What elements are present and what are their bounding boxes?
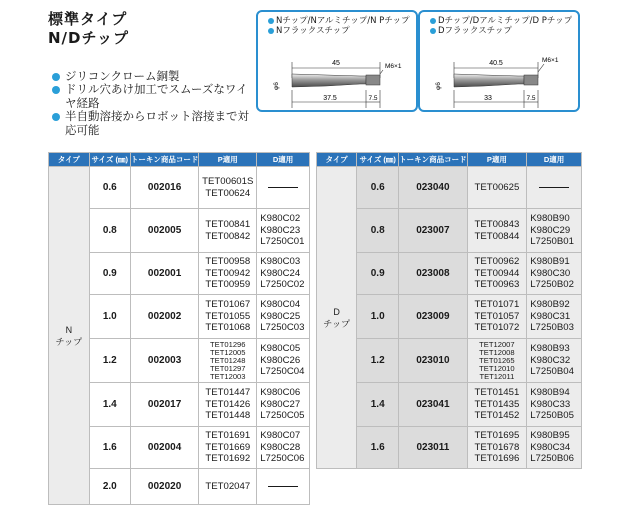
- d_table.rows.4.p-line: TET12008: [479, 347, 515, 357]
- feature-item: [52, 83, 252, 110]
- d_table.rows.5.d-line: L7250B05: [530, 410, 574, 422]
- p-cell: [199, 469, 257, 505]
- n_table.rows.4.d-line: K980C26: [260, 354, 301, 366]
- d_table.rows.1.d-line: K980B90: [530, 213, 570, 225]
- d_table.rows.4.d-line: L7250B04: [530, 366, 574, 378]
- size-cell: 0.6: [89, 167, 130, 209]
- n_table.rows.6.p-line: TET01691: [205, 430, 251, 442]
- table-row: [49, 167, 310, 209]
- p-cell: [467, 339, 527, 383]
- title-line2: N/Dチップ: [48, 29, 130, 47]
- feature-item: [52, 70, 252, 83]
- d_table.rows.6.p-line: TET01678: [474, 441, 520, 453]
- d_table.rows.2.d-line: K980C30: [530, 267, 571, 279]
- d_table.rows.6.d-line: K980C34: [530, 441, 571, 453]
- feature-list: [52, 70, 252, 137]
- n_table.rows.5.p-line: TET01426: [205, 398, 251, 410]
- code-cell: 023008: [399, 253, 467, 295]
- col-header-d: D適用: [257, 153, 310, 167]
- d-cell: [527, 253, 582, 295]
- size-cell: 1.4: [357, 383, 399, 427]
- col-header-p: P適用: [467, 153, 527, 167]
- code-cell: 002020: [130, 469, 198, 505]
- d_table.rows.3.p-line: TET01072: [474, 322, 520, 334]
- n_table.rows.1.d-line: L7250C01: [260, 236, 305, 248]
- col-header-code: トーキン商品コード: [399, 153, 467, 167]
- d-cell: [257, 427, 310, 469]
- size-cell: 0.9: [357, 253, 399, 295]
- col-header-type: タイプ: [49, 153, 90, 167]
- n-box-heading-2: Nフラックスチップ: [268, 26, 350, 36]
- n_table.rows.1.p-line: TET00841: [205, 218, 251, 230]
- table-row: [317, 295, 582, 339]
- n_table.rows.5.d-line: K980C27: [260, 398, 301, 410]
- n_table.rows.2.d-line: K980C03: [260, 256, 301, 268]
- p-cell: [467, 427, 527, 469]
- n_table.rows.3.d-line: L7250C03: [260, 322, 305, 334]
- n_table.rows.3.p-line: TET01067: [205, 299, 251, 311]
- size-cell: 0.8: [89, 209, 130, 253]
- col-header-size: サイズ (㎜): [357, 153, 399, 167]
- p-cell: [467, 253, 527, 295]
- size-cell: 0.8: [357, 209, 399, 253]
- d-tip-drawing: [420, 12, 578, 110]
- d_table.rows.6.d-line: K980B95: [530, 430, 570, 442]
- n_table.rows.2.d-line: L7250C02: [260, 279, 305, 291]
- d_table.rows.2.p-line: TET00944: [474, 267, 520, 279]
- d_table.rows.6.p-line: TET01695: [474, 430, 520, 442]
- d_table.rows.1.p-line: TET00844: [474, 230, 520, 242]
- n_table.rows.3.d-line: K980C25: [260, 310, 301, 322]
- d-thread-label: M6×1: [542, 57, 559, 64]
- dash-mark: [268, 486, 298, 487]
- d_table.rows.4.p-line: TET01265: [479, 355, 515, 365]
- n-thread-label: M6×1: [385, 63, 402, 70]
- p-cell: [467, 209, 527, 253]
- n_table.rows.1.p-line: TET00842: [205, 230, 251, 242]
- code-cell: 023010: [399, 339, 467, 383]
- n-tip-label: 7.5: [368, 95, 378, 102]
- d_table.rows.2.p-line: TET00962: [474, 256, 520, 268]
- size-cell: 0.6: [357, 167, 399, 209]
- n_table.rows.7.p-line: TET02047: [205, 480, 251, 492]
- code-cell: 002003: [130, 339, 198, 383]
- n_table.rows.4.p-line: TET01248: [210, 355, 246, 365]
- type-cell: [49, 167, 90, 505]
- d_table.rows.2.p-line: TET00963: [474, 279, 520, 291]
- d_table.rows.0.p-line: TET00625: [474, 181, 520, 193]
- code-cell: 023007: [399, 209, 467, 253]
- p-cell: [467, 295, 527, 339]
- n_table.rows.2.p-line: TET00959: [205, 279, 251, 291]
- col-header-size: サイズ (㎜): [89, 153, 130, 167]
- d_table.rows.1.p-line: TET00843: [474, 218, 520, 230]
- p-cell: [199, 339, 257, 383]
- p-cell: [199, 253, 257, 295]
- d-cell: [257, 383, 310, 427]
- n_table.rows.2.p-line: TET00958: [205, 256, 251, 268]
- bullet-icon: [52, 113, 60, 121]
- feature-text: 半自動溶接からロボット溶接まで対応可能: [65, 109, 249, 137]
- col-header-type: タイプ: [317, 153, 357, 167]
- type-label-line: D: [333, 306, 340, 317]
- p-cell: [199, 427, 257, 469]
- size-cell: 1.0: [89, 295, 130, 339]
- n_table.rows.4.p-line: TET01297: [210, 363, 246, 373]
- n_table.rows.6.d-line: K980C07: [260, 430, 301, 442]
- d_table.rows.4.p-line: TET12010: [479, 363, 515, 373]
- type-label-line: チップ: [55, 336, 83, 347]
- type-label-line: チップ: [323, 318, 350, 329]
- d-cell: [257, 295, 310, 339]
- n-tip-drawing-box: [256, 10, 418, 112]
- size-cell: 2.0: [89, 469, 130, 505]
- n_table.rows.5.d-line: K980C06: [260, 387, 301, 399]
- d-dia-label: φ6: [435, 82, 442, 90]
- code-cell: 023040: [399, 167, 467, 209]
- n_table.rows.6.p-line: TET01669: [205, 441, 251, 453]
- d_table.rows.5.p-line: TET01435: [474, 398, 520, 410]
- d_table.rows.2.d-line: K980B91: [530, 256, 570, 268]
- size-cell: 1.2: [89, 339, 130, 383]
- p-cell: [199, 295, 257, 339]
- table-header-row: [317, 153, 582, 167]
- table-header-row: [49, 153, 310, 167]
- n-tip-drawing: [258, 12, 416, 110]
- d-cell: [257, 209, 310, 253]
- d_table.rows.4.p-line: TET12011: [479, 371, 515, 381]
- table-row: [317, 209, 582, 253]
- n_table.rows.1.d-line: K980C23: [260, 224, 301, 236]
- d-cell: [257, 253, 310, 295]
- d-tip-table: [316, 152, 582, 469]
- code-cell: 002017: [130, 383, 198, 427]
- n_table.rows.0.p-line: TET00624: [205, 187, 251, 199]
- code-cell: 023009: [399, 295, 467, 339]
- bullet-icon: [52, 86, 60, 94]
- size-cell: 1.2: [357, 339, 399, 383]
- p-cell: [467, 167, 527, 209]
- code-cell: 023011: [399, 427, 467, 469]
- d-cell: [257, 167, 310, 209]
- p-cell: [199, 167, 257, 209]
- n-length-label: 45: [332, 60, 340, 67]
- n_table.rows.4.d-line: K980C05: [260, 343, 301, 355]
- table-row: [317, 383, 582, 427]
- d-cell: [527, 209, 582, 253]
- n_table.rows.5.p-line: TET01448: [205, 410, 251, 422]
- n_table.rows.1.d-line: K980C02: [260, 213, 301, 225]
- d-box-heading-2: Dフラックスチップ: [430, 26, 512, 36]
- dash-mark: [539, 187, 569, 188]
- d_table.rows.3.p-line: TET01071: [474, 299, 520, 311]
- n-dia-label: φ6: [273, 82, 280, 90]
- d-cell: [527, 167, 582, 209]
- feature-text: ドリル穴あけ加工でスムーズなワイヤ経路: [65, 82, 248, 110]
- d_table.rows.5.d-line: K980C33: [530, 398, 571, 410]
- code-cell: 002016: [130, 167, 198, 209]
- d_table.rows.5.p-line: TET01452: [474, 410, 520, 422]
- code-cell: 002002: [130, 295, 198, 339]
- d_table.rows.3.d-line: K980B92: [530, 299, 570, 311]
- d-tip-drawing-box: [418, 10, 580, 112]
- d-cell: [527, 295, 582, 339]
- n_table.rows.6.p-line: TET01692: [205, 453, 251, 465]
- d_table.rows.4.d-line: K980C32: [530, 354, 571, 366]
- d-length-label: 40.5: [489, 60, 503, 67]
- code-cell: 002005: [130, 209, 198, 253]
- d-body-label: 33: [484, 95, 492, 102]
- size-cell: 1.6: [89, 427, 130, 469]
- code-cell: 002001: [130, 253, 198, 295]
- d_table.rows.5.d-line: K980B94: [530, 387, 570, 399]
- page-title: [48, 10, 129, 48]
- dash-mark: [268, 187, 298, 188]
- p-cell: [199, 209, 257, 253]
- size-cell: 1.0: [357, 295, 399, 339]
- type-cell: [317, 167, 357, 469]
- d-tip-label: 7.5: [526, 95, 536, 102]
- d_table.rows.4.p-line: TET12007: [479, 339, 515, 349]
- d_table.rows.3.p-line: TET01057: [474, 310, 520, 322]
- d-cell: [527, 427, 582, 469]
- n-tip-table: [48, 152, 310, 505]
- d-cell: [527, 383, 582, 427]
- n_table.rows.3.d-line: K980C04: [260, 299, 301, 311]
- d_table.rows.1.d-line: K980C29: [530, 224, 571, 236]
- d_table.rows.1.d-line: L7250B01: [530, 236, 574, 248]
- type-label-line: N: [65, 324, 73, 335]
- d-cell: [527, 339, 582, 383]
- d_table.rows.6.d-line: L7250B06: [530, 453, 574, 465]
- d_table.rows.3.d-line: L7250B03: [530, 322, 574, 334]
- n_table.rows.5.d-line: L7250C05: [260, 410, 305, 422]
- code-cell: 023041: [399, 383, 467, 427]
- n_table.rows.4.p-line: TET12005: [210, 347, 246, 357]
- code-cell: 002004: [130, 427, 198, 469]
- d-cell: [257, 469, 310, 505]
- n_table.rows.5.p-line: TET01447: [205, 387, 251, 399]
- d_table.rows.4.d-line: K980B93: [530, 343, 570, 355]
- p-cell: [467, 383, 527, 427]
- d-cell: [257, 339, 310, 383]
- n-body-label: 37.5: [323, 95, 337, 102]
- table-row: [317, 167, 582, 209]
- n_table.rows.4.d-line: L7250C04: [260, 366, 305, 378]
- size-cell: 1.6: [357, 427, 399, 469]
- n_table.rows.6.d-line: K980C28: [260, 441, 301, 453]
- n_table.rows.2.d-line: K980C24: [260, 267, 301, 279]
- bullet-icon: [52, 73, 60, 81]
- n_table.rows.3.p-line: TET01068: [205, 322, 251, 334]
- table-row: [317, 253, 582, 295]
- n_table.rows.6.d-line: L7250C06: [260, 453, 305, 465]
- size-cell: 0.9: [89, 253, 130, 295]
- feature-text: ジリコンクローム銅製: [65, 69, 180, 83]
- n_table.rows.3.p-line: TET01055: [205, 310, 251, 322]
- col-header-code: トーキン商品コード: [130, 153, 198, 167]
- d_table.rows.3.d-line: K980C31: [530, 310, 571, 322]
- n_table.rows.4.p-line: TET01296: [210, 339, 246, 349]
- d_table.rows.5.p-line: TET01451: [474, 387, 520, 399]
- d_table.rows.2.d-line: L7250B02: [530, 279, 574, 291]
- n_table.rows.2.p-line: TET00942: [205, 267, 251, 279]
- col-header-d: D適用: [527, 153, 582, 167]
- title-line1: 標準タイプ: [48, 10, 128, 28]
- table-row: [317, 339, 582, 383]
- table-row: [317, 427, 582, 469]
- n_table.rows.4.p-line: TET12003: [210, 371, 246, 381]
- size-cell: 1.4: [89, 383, 130, 427]
- n_table.rows.0.p-line: TET00601S: [202, 175, 254, 187]
- col-header-p: P適用: [199, 153, 257, 167]
- feature-item: [52, 110, 252, 137]
- n-box-heading-1: Nチップ/Nアルミチップ/N Pチップ: [268, 16, 410, 26]
- d_table.rows.6.p-line: TET01696: [474, 453, 520, 465]
- p-cell: [199, 383, 257, 427]
- d-box-heading-1: Dチップ/Dアルミチップ/D Pチップ: [430, 16, 572, 26]
